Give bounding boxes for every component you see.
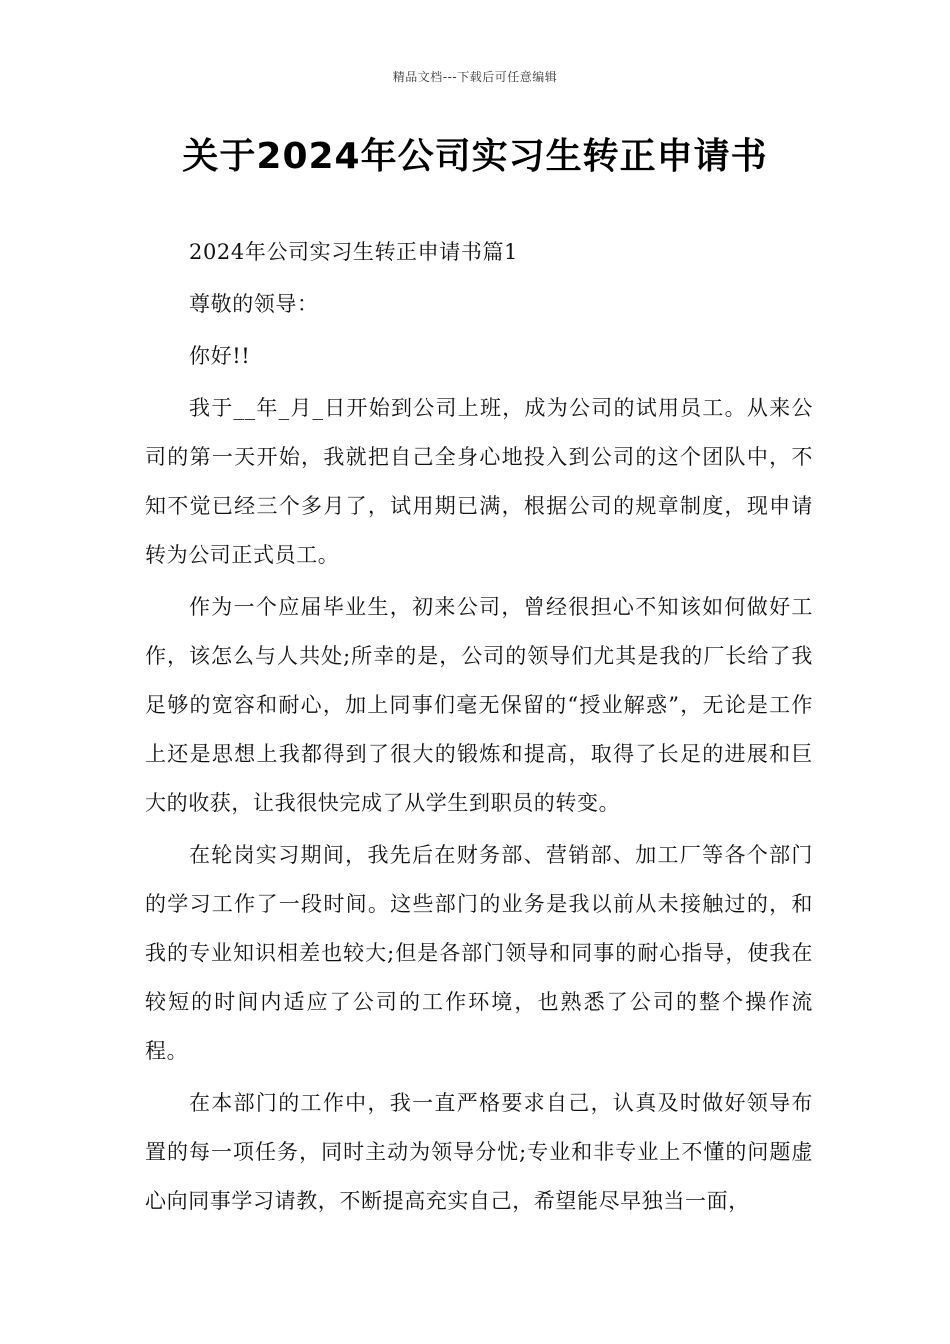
document-title: 关于2024年公司实习生转正申请书	[182, 136, 768, 177]
body-paragraph: 作为一个应届毕业生，初来公司，曾经很担心不知该如何做好工作，该怎么与人共处;所幸的是，公司的领导们尤其是我的厂长给了我足够的宽容和耐心，加上同事们毫无保留的“授业解惑”，无论是工作上还是思想上我都得到了很大的锻炼和提高，取得了长足的进展和巨大的收获，让我很快完成了从学生到职员的转变。	[145, 595, 813, 815]
greeting: 你好!!	[189, 344, 251, 368]
document-subtitle: 2024年公司实习生转正申请书篇1	[189, 240, 519, 264]
salutation: 尊敬的领导：	[189, 292, 319, 316]
document-body	[145, 228, 813, 1226]
body-paragraph: 在轮岗实习期间，我先后在财务部、营销部、加工厂等各个部门的学习工作了一段时间。这些部门的业务是我以前从未接触过的，和我的专业知识相差也较大;但是各部门领导和同事的耐心指导，使我在较短的时间内适应了公司的工作环境，也熟悉了公司的整个操作流程。	[145, 843, 813, 1063]
body-paragraph: 我于__年_月_日开始到公司上班，成为公司的试用员工。从来公司的第一天开始，我就把自己全身心地投入到公司的这个团队中，不知不觉已经三个多月了，试用期已满，根据公司的规章制度，现申请转为公司正式员工。	[145, 396, 813, 567]
page-watermark: 精品文档---下载后可任意编辑	[392, 70, 558, 84]
body-paragraph: 在本部门的工作中，我一直严格要求自己，认真及时做好领导布置的每一项任务，同时主动为领导分忧;专业和非专业上不懂的问题虚心向同事学习请教，不断提高充实自己，希望能尽早独当一面，	[145, 1091, 813, 1213]
